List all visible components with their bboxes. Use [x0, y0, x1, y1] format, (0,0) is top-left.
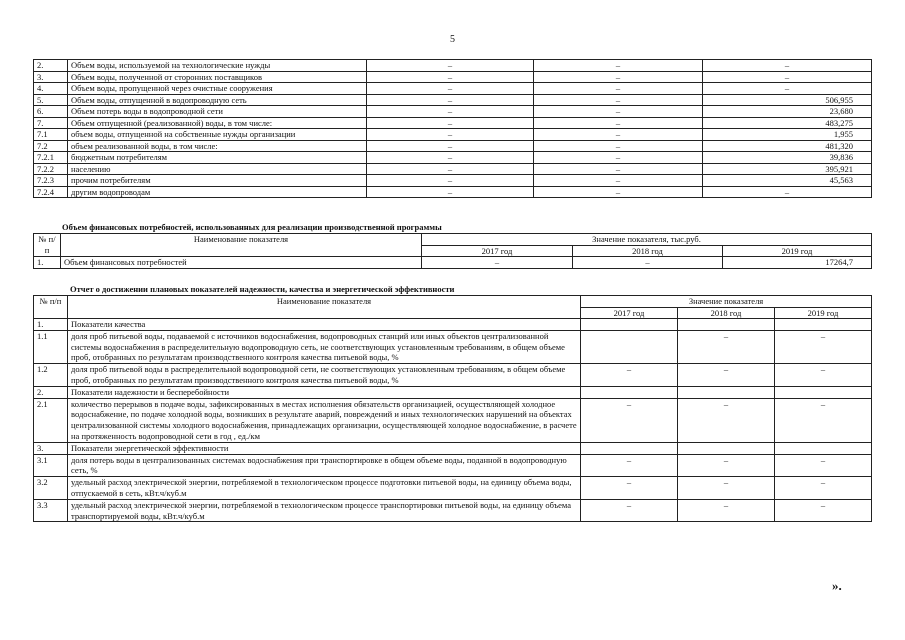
row-name: Объем воды, отпущенной в водопроводную сеть [68, 94, 367, 106]
header-name: Наименование показателя [68, 296, 581, 319]
section-name: Показатели качества [68, 319, 581, 331]
row-num: 2. [34, 386, 68, 398]
section-row [34, 319, 872, 331]
table-row [34, 83, 872, 95]
table-row [34, 117, 872, 129]
row-value: – [367, 117, 534, 129]
header-year: 2018 год [573, 245, 723, 257]
row-value: – [573, 257, 723, 269]
table-row [34, 152, 872, 164]
row-num: 5. [34, 94, 68, 106]
row-name: бюджетным потребителям [68, 152, 367, 164]
table-row [34, 499, 872, 522]
table-row [34, 186, 872, 198]
row-num: 7.1 [34, 129, 68, 141]
row-num: 1.2 [34, 364, 68, 387]
row-value: 1,955 [703, 129, 872, 141]
table-row [34, 106, 872, 118]
row-num: 3.2 [34, 477, 68, 500]
row-value: – [775, 499, 872, 522]
row-value: – [367, 186, 534, 198]
row-name: удельный расход электрической энергии, потребляемой в технологическом процессе транспортировки питьевой воды, на единицу объема транспортируемой воды, кВт.ч/куб.м [68, 499, 581, 522]
row-value: – [534, 94, 703, 106]
row-num: 1.1 [34, 330, 68, 363]
row-num: 7.2.2 [34, 163, 68, 175]
row-num: 7.2.1 [34, 152, 68, 164]
table-row [34, 364, 872, 387]
table-row [34, 163, 872, 175]
row-value [775, 442, 872, 454]
table-row [34, 60, 872, 72]
row-value: – [678, 364, 775, 387]
row-value [581, 330, 678, 363]
row-name: объем воды, отпущенной на собственные нужды организации [68, 129, 367, 141]
row-value: – [678, 499, 775, 522]
row-value [581, 386, 678, 398]
row-num: 3.3 [34, 499, 68, 522]
row-value: – [534, 152, 703, 164]
section-name: Показатели надежности и бесперебойности [68, 386, 581, 398]
row-value [581, 319, 678, 331]
row-name: объем реализованной воды, в том числе: [68, 140, 367, 152]
row-value: – [367, 152, 534, 164]
row-value: – [703, 83, 872, 95]
row-name: количество перерывов в подаче воды, зафиксированных в местах исполнения обязательств организацией, осуществляющей холодное водоснабжение, по подаче холодной воды, возникших в результате аварий, повреждений и иных технологических нарушений на объектах централизованной системы холодного водоснабжения, принадлежащих организации, осуществляющей холодное водоснабжение, в расчете на протяженность водопроводной сети в год , ед./км [68, 398, 581, 442]
row-value: – [534, 83, 703, 95]
row-value: 23,680 [703, 106, 872, 118]
row-value: 483,275 [703, 117, 872, 129]
row-value: – [678, 477, 775, 500]
row-value: – [775, 330, 872, 363]
row-value: – [678, 398, 775, 442]
row-value: – [703, 186, 872, 198]
table-row [34, 94, 872, 106]
row-name: доля проб питьевой воды в распределительной водопроводной сети, не соответствующих установленным требованиям, в общем объеме проб, отобранных по результатам производственного контроля качества питьевой воды, % [68, 364, 581, 387]
row-num: 7.2.3 [34, 175, 68, 187]
row-value [775, 386, 872, 398]
row-num: 1. [34, 257, 61, 269]
row-name: населению [68, 163, 367, 175]
row-name: Объем отпущенной (реализованной) воды, в том числе: [68, 117, 367, 129]
performance-report-title: Отчет о достижении плановых показателей надежности, качества и энергетической эффективности [70, 284, 455, 294]
header-value: Значение показателя [581, 296, 872, 308]
table-row [34, 454, 872, 477]
water-volume-table [33, 59, 872, 198]
section-name: Показатели энергетической эффективности [68, 442, 581, 454]
table-row [34, 330, 872, 363]
table-row [34, 477, 872, 500]
row-value: – [703, 71, 872, 83]
row-value: – [534, 186, 703, 198]
row-value [678, 319, 775, 331]
row-value: – [581, 454, 678, 477]
row-num: 6. [34, 106, 68, 118]
row-value: – [775, 454, 872, 477]
row-name: прочим потребителям [68, 175, 367, 187]
row-num: 3. [34, 71, 68, 83]
row-num: 4. [34, 83, 68, 95]
performance-report-table [33, 295, 872, 522]
row-name: другим водопроводам [68, 186, 367, 198]
row-value: – [534, 163, 703, 175]
row-value: 395,921 [703, 163, 872, 175]
financial-needs-title: Объем финансовых потребностей, использованных для реализации производственной программы [62, 222, 442, 232]
table-row [34, 129, 872, 141]
row-value: – [775, 477, 872, 500]
header-num: № п/п [34, 296, 68, 319]
row-value [581, 442, 678, 454]
header-year: 2017 год [422, 245, 573, 257]
financial-needs-table [33, 233, 872, 269]
section-row [34, 386, 872, 398]
row-num: 3. [34, 442, 68, 454]
row-value: – [367, 129, 534, 141]
row-name: Объем потерь воды в водопроводной сети [68, 106, 367, 118]
row-num: 1. [34, 319, 68, 331]
row-value: – [534, 60, 703, 72]
row-value: – [367, 83, 534, 95]
row-value: – [678, 330, 775, 363]
header-year: 2019 год [775, 307, 872, 319]
row-value: 17264,7 [723, 257, 872, 269]
row-value: – [367, 94, 534, 106]
row-name: удельный расход электрической энергии, потребляемой в технологическом процессе подготовки питьевой воды, на единицу объема воды, отпускаемой в сеть, кВт.ч/куб.м [68, 477, 581, 500]
row-value [678, 386, 775, 398]
row-value: – [581, 477, 678, 500]
table-row [34, 257, 872, 269]
row-value: – [367, 106, 534, 118]
row-value: – [581, 499, 678, 522]
table-row [34, 140, 872, 152]
row-num: 7. [34, 117, 68, 129]
row-value: – [581, 398, 678, 442]
row-num: 3.1 [34, 454, 68, 477]
row-value: – [534, 71, 703, 83]
row-value [678, 442, 775, 454]
row-value: – [581, 364, 678, 387]
row-value: – [775, 364, 872, 387]
row-value: – [534, 117, 703, 129]
row-value: – [678, 454, 775, 477]
closing-quote: ». [832, 578, 842, 593]
page-number: 5 [450, 34, 455, 45]
table-row [34, 71, 872, 83]
table-row [34, 398, 872, 442]
row-name: Объем финансовых потребностей [61, 257, 422, 269]
row-num: 7.2.4 [34, 186, 68, 198]
row-value: – [534, 175, 703, 187]
row-value: 481,320 [703, 140, 872, 152]
header-year: 2019 год [723, 245, 872, 257]
row-name: доля проб питьевой воды, подаваемой с источников водоснабжения, водопроводных станций или иных объектов централизованной системы водоснабжения в распределительную водопроводную сеть, не соответствующих установленным требованиям, в общем объеме проб, отобранных по результатам производственного контроля качества питьевой воды, % [68, 330, 581, 363]
row-value: – [367, 60, 534, 72]
row-value: – [422, 257, 573, 269]
header-name: Наименование показателя [61, 234, 422, 257]
row-value: 506,955 [703, 94, 872, 106]
row-name: Объем воды, используемой на технологические нужды [68, 60, 367, 72]
row-value: – [367, 140, 534, 152]
header-year: 2018 год [678, 307, 775, 319]
row-name: Объем воды, полученной от сторонних поставщиков [68, 71, 367, 83]
row-value: – [534, 140, 703, 152]
row-name: Объем воды, пропущенной через очистные сооружения [68, 83, 367, 95]
row-value: – [367, 163, 534, 175]
row-value: – [367, 71, 534, 83]
row-value: – [534, 129, 703, 141]
row-num: 7.2 [34, 140, 68, 152]
header-value: Значение показателя, тыс.руб. [422, 234, 872, 246]
section-row [34, 442, 872, 454]
row-name: доля потерь воды в централизованных системах водоснабжения при транспортировке в общем объеме воды, поданной в водопроводную сеть, % [68, 454, 581, 477]
header-num: № п/п [34, 234, 61, 257]
row-value: – [534, 106, 703, 118]
row-num: 2.1 [34, 398, 68, 442]
row-value: – [703, 60, 872, 72]
row-value: 39,836 [703, 152, 872, 164]
row-value: – [775, 398, 872, 442]
row-value [775, 319, 872, 331]
row-num: 2. [34, 60, 68, 72]
row-value: 45,563 [703, 175, 872, 187]
row-value: – [367, 175, 534, 187]
header-year: 2017 год [581, 307, 678, 319]
table-row [34, 175, 872, 187]
